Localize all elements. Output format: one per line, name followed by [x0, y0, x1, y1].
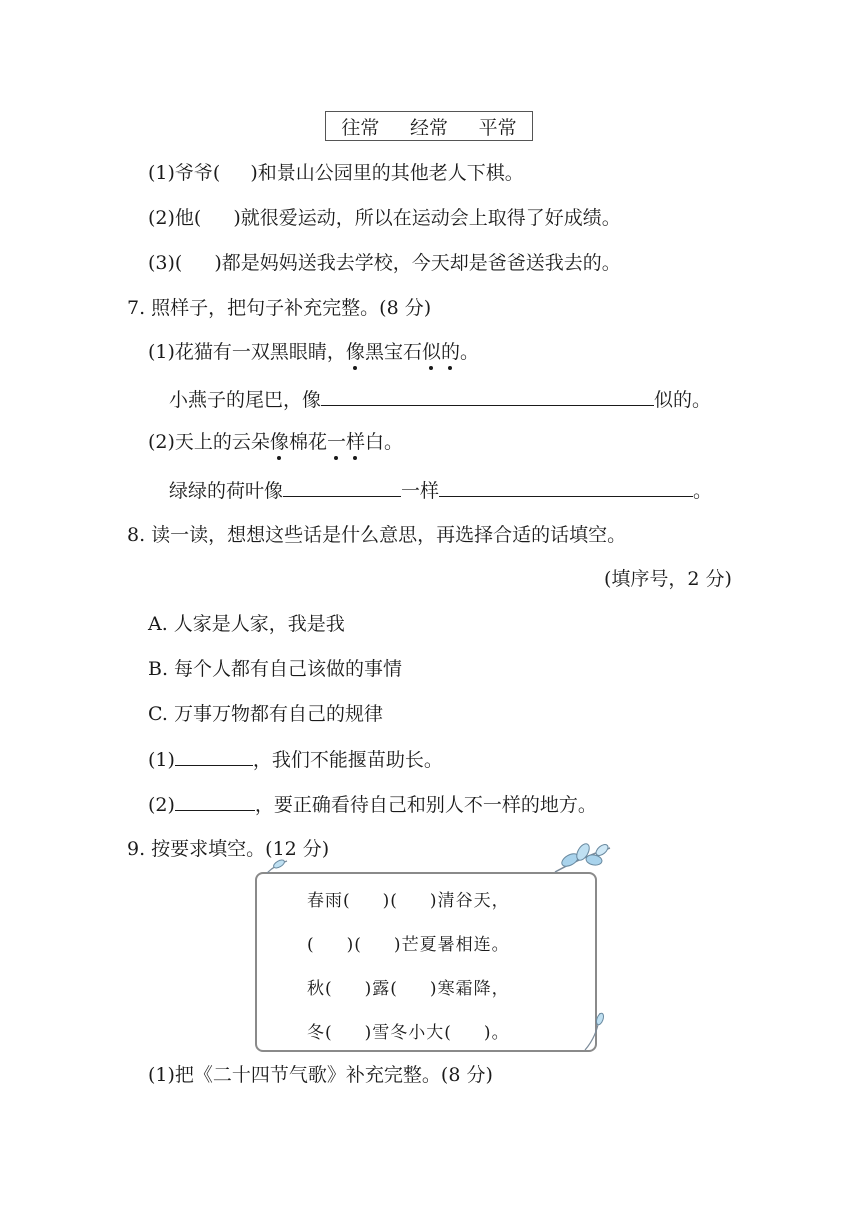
- poem-line-1: 春雨( )( )清谷天，: [307, 891, 510, 911]
- word-bank-item: 经常: [409, 116, 448, 139]
- leaf-decoration-icon: [550, 838, 620, 878]
- q8-option-c: C. 万事万物都有自己的规律: [148, 703, 383, 725]
- q7-title: 7. 照样子，把句子补充完整。(8 分): [127, 297, 432, 319]
- q9-sub-1: (1)把《二十四节气歌》补充完整。(8 分): [148, 1064, 493, 1086]
- q7-example-2: (2)天上的云朵像棉花一样白。: [148, 431, 403, 453]
- leaf-decoration-icon: [580, 1005, 610, 1055]
- q6-item-2: (2)他( )就很爱运动，所以在运动会上取得了好成绩。: [148, 207, 621, 229]
- answer-blank[interactable]: [439, 478, 693, 497]
- answer-blank[interactable]: [175, 792, 255, 811]
- q9-title: 9. 按要求填空。(12 分): [127, 838, 330, 860]
- leaf-decoration-icon: [263, 855, 293, 877]
- answer-blank[interactable]: [321, 387, 654, 406]
- q8-title: 8. 读一读，想想这些话是什么意思，再选择合适的话填空。: [127, 524, 627, 546]
- answer-blank[interactable]: [283, 478, 401, 497]
- q7-fill-2: 绿绿的荷叶像 一样 。: [169, 480, 713, 502]
- q6-item-3: (3)( )都是妈妈送我去学校，今天却是爸爸送我去的。: [148, 252, 621, 274]
- q6-item-1: (1)爷爷( )和景山公园里的其他老人下棋。: [148, 162, 524, 184]
- poem-line-2: ( )( )芒夏暑相连。: [307, 935, 510, 955]
- poem-line-4: 冬( )雪冬小大( )。: [307, 1023, 510, 1043]
- q8-item-2: (2) ，要正确看待自己和别人不一样的地方。: [148, 794, 597, 816]
- q8-item-1: (1) ，我们不能揠苗助长。: [148, 749, 443, 771]
- word-bank-box: [325, 111, 533, 141]
- q8-note: (填序号，2 分): [604, 568, 732, 590]
- q7-fill-1: 小燕子的尾巴，像 似的。: [169, 389, 712, 411]
- word-bank-item: 平常: [478, 116, 517, 139]
- word-bank-item: 往常: [341, 116, 380, 139]
- poem-line-3: 秋( )露( )寒霜降，: [307, 979, 510, 999]
- poem-box: [255, 872, 597, 1052]
- answer-blank[interactable]: [175, 747, 253, 766]
- q8-option-a: A. 人家是人家，我是我: [148, 613, 345, 635]
- q8-option-b: B. 每个人都有自己该做的事情: [148, 658, 403, 680]
- q7-example-1: (1)花猫有一双黑眼睛，像黑宝石似的。: [148, 341, 479, 363]
